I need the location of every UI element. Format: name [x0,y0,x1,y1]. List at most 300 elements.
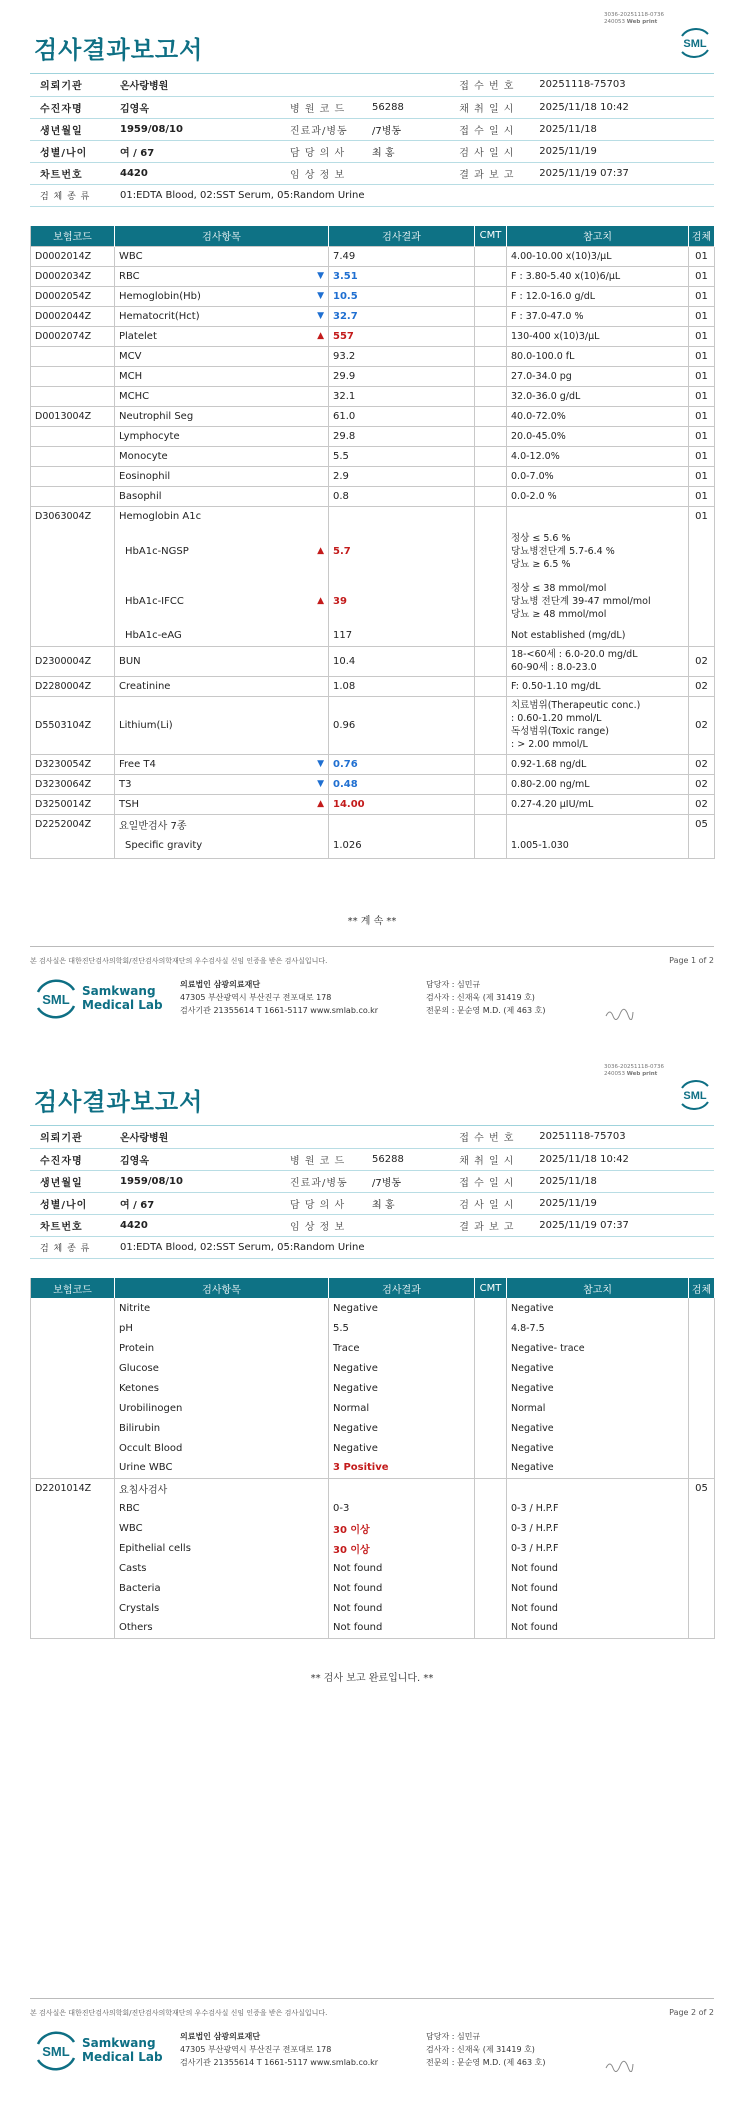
cell-ref [507,1618,689,1638]
cell-result-text: 10.5 [333,290,358,302]
name-label: 수진자명 [30,96,110,118]
specimen-label: 검 체 종 류 [30,1236,110,1258]
cell-ref [507,1538,689,1558]
cell-result-text: 5.5 [333,1322,349,1334]
cell-item [115,1498,329,1518]
dept-value: /7병동 [362,1170,449,1192]
table-row [31,1578,715,1598]
cell-item [115,346,329,366]
col-ref: 참고치 [507,226,689,246]
cell-result-text: 30 이상 [333,1544,370,1556]
cell-item-text: pH [119,1322,133,1334]
cell-item [115,1398,329,1418]
cell-code [31,834,115,858]
cell-item-text: Ketones [119,1382,159,1394]
cell-cmt [475,1578,507,1598]
cell-item-text: HbA1c-IFCC [125,595,184,607]
recv-value: 2025/11/18 [529,118,714,140]
cell-result-text: Negative [333,1422,378,1434]
cell-ref [507,406,689,426]
table-row [31,834,715,858]
cell-item [115,1598,329,1618]
cell-spec [689,1378,715,1398]
cell-cmt [475,506,507,526]
cell-result [329,676,475,696]
cell-code [31,406,115,426]
cell-spec-text: 01 [695,250,708,262]
cell-cmt [475,1598,507,1618]
cell-item [115,754,329,774]
cell-item-text: Nitrite [119,1302,151,1314]
cell-ref [507,576,689,626]
cell-result [329,1358,475,1378]
signature-icon [604,1006,634,1020]
cell-code [31,1538,115,1558]
cell-cmt [475,626,507,646]
name-value: 김영옥 [110,96,280,118]
brand-line-1: Samkwang [82,984,156,998]
cell-item-text: WBC [119,250,143,262]
cell-code [31,1318,115,1338]
cell-cmt [475,774,507,794]
cell-item-text: RBC [119,1502,140,1514]
cell-item-text: Lithium(Li) [119,719,173,731]
cell-item [115,676,329,696]
cell-ref-text: 4.8-7.5 [511,1322,545,1334]
chart-label: 차트번호 [30,162,110,184]
cell-result [329,576,475,626]
cell-item [115,1578,329,1598]
cell-spec [689,576,715,626]
doctor-label: 담 당 의 사 [280,1192,362,1214]
col-code: 보험코드 [31,226,115,246]
report-value: 2025/11/19 07:37 [529,162,714,184]
cell-spec [689,1438,715,1458]
hospcode-value: 56288 [362,1148,449,1170]
cell-result [329,446,475,466]
cell-ref [507,486,689,506]
cell-ref-text: 0.0-2.0 % [511,490,557,502]
cell-ref [507,696,689,754]
cell-spec [689,1618,715,1638]
cell-result-text: Negative [333,1382,378,1394]
table-row [31,266,715,286]
name-value: 김영옥 [110,1148,280,1170]
dept-value: /7병동 [362,118,449,140]
col-item: 검사항목 [115,226,329,246]
sexage-value: 여 / 67 [110,140,280,162]
high-flag-icon: ▲ [317,545,324,556]
cell-result [329,646,475,676]
table-row [31,676,715,696]
cell-code-text: D0002044Z [35,310,92,322]
cell-cmt [475,1498,507,1518]
cell-code [31,794,115,814]
cell-ref-text: Negative [511,1422,554,1434]
cell-code [31,326,115,346]
cell-spec-text: 01 [695,470,708,482]
cell-spec-text: 01 [695,510,708,522]
col-cmt: CMT [475,1278,507,1298]
cell-ref [507,426,689,446]
cell-result-text: Negative [333,1442,378,1454]
print-code-line: 240053 [604,19,625,25]
cell-code-text: D2201014Z [35,1482,92,1494]
cell-result [329,526,475,576]
test-value: 2025/11/19 [529,1192,714,1214]
receipt-label: 접 수 번 호 [449,74,529,96]
cell-result-text: 0.76 [333,758,358,770]
cell-code [31,1338,115,1358]
cell-spec-text: 01 [695,270,708,282]
cell-result-text: 61.0 [333,410,356,422]
sexage-value: 여 / 67 [110,1192,280,1214]
cell-result [329,1398,475,1418]
cell-item [115,626,329,646]
cell-ref [507,346,689,366]
cell-cmt [475,1298,507,1318]
cell-ref-text: Not found [511,1622,558,1634]
low-flag-icon: ▼ [317,758,324,769]
cell-cmt [475,386,507,406]
cell-item [115,794,329,814]
cell-item [115,1358,329,1378]
cell-code [31,266,115,286]
cell-cmt [475,646,507,676]
cell-code [31,246,115,266]
cell-ref-text: Negative [511,1462,554,1474]
cell-cmt [475,576,507,626]
cell-code [31,466,115,486]
cell-ref-text: 18-<60세 : 6.0-20.0 mg/dL 60-90세 : 8.0-23.0 [511,649,638,673]
table-row [31,626,715,646]
cell-code-text: D0002054Z [35,290,92,302]
cell-cmt [475,286,507,306]
print-code [604,12,684,26]
cell-ref [507,326,689,346]
cell-item [115,306,329,326]
cell-item-text: Monocyte [119,450,168,462]
dept-label: 진료과/병동 [280,118,362,140]
cell-result [329,1298,475,1318]
sml-footer-logo-icon [34,2030,78,2072]
page-number: Page 2 of 2 [669,2008,714,2017]
footer-address [180,2030,378,2069]
recv-value: 2025/11/18 [529,1170,714,1192]
cell-spec [689,626,715,646]
cell-cmt [475,406,507,426]
cell-spec [689,696,715,754]
cell-cmt [475,366,507,386]
collect-label: 채 취 일 시 [449,1148,529,1170]
cell-code [31,774,115,794]
cell-spec [689,1478,715,1498]
cell-ref [507,1378,689,1398]
cell-result-text: 0-3 [333,1502,350,1514]
report-value: 2025/11/19 07:37 [529,1214,714,1236]
cell-result-text: 30 이상 [333,1524,370,1536]
cell-item [115,646,329,676]
staff-2: 검사자 : 신재욱 (제 31419 호) [426,2045,535,2054]
cell-item-text: RBC [119,270,140,282]
cell-result [329,626,475,646]
table-row [31,1478,715,1498]
page-title: 검사결과보고서 [34,1088,204,1116]
cell-code-text: D3063004Z [35,510,92,522]
cell-item-text: 요일반검사 7종 [119,820,187,832]
cell-code [31,286,115,306]
low-flag-icon: ▼ [317,290,324,301]
cell-ref-text: 0-3 / H.P.F [511,1522,559,1534]
table-row [31,1378,715,1398]
table-row [31,1318,715,1338]
cell-cmt [475,1318,507,1338]
cell-item-text: T3 [119,778,132,790]
cell-cmt [475,306,507,326]
cell-item [115,386,329,406]
cell-result [329,1478,475,1498]
cell-result-text: 557 [333,330,354,342]
table-row [31,814,715,834]
cell-code [31,1618,115,1638]
org-name: 의료법인 삼광의료재단 [180,980,261,989]
cell-result [329,834,475,858]
cell-ref-text: Negative- trace [511,1342,585,1354]
low-flag-icon: ▼ [317,270,324,281]
cell-ref-text: F : 3.80-5.40 x(10)6/μL [511,270,621,282]
cell-ref-text: 40.0-72.0% [511,410,566,422]
cell-ref-text: F: 0.50-1.10 mg/dL [511,680,601,692]
cell-spec [689,1518,715,1538]
cell-ref-text: Negative [511,1362,554,1374]
cell-code [31,1478,115,1498]
footer-staff [426,2030,545,2069]
cell-ref [507,1558,689,1578]
cell-item [115,1438,329,1458]
cell-item [115,486,329,506]
cell-ref [507,754,689,774]
cell-item-text: Hemoglobin(Hb) [119,290,201,302]
cell-cmt [475,426,507,446]
cell-code-text: D0002074Z [35,330,92,342]
cell-spec [689,446,715,466]
cell-item [115,466,329,486]
table-row [31,246,715,266]
print-code-line: 240053 [604,1071,625,1077]
cell-spec [689,406,715,426]
table-row [31,794,715,814]
table-row [31,1518,715,1538]
cell-code-text: D3230064Z [35,778,92,790]
cell-result [329,774,475,794]
cell-result-text: 3.51 [333,270,358,282]
cell-spec [689,486,715,506]
cell-ref [507,466,689,486]
cell-ref-text: 0.92-1.68 ng/dL [511,758,587,770]
table-row [31,1398,715,1418]
cell-spec [689,1458,715,1478]
cell-result-text: Trace [333,1342,360,1354]
samkwang-logo [34,978,184,1028]
cell-item-text: Eosinophil [119,470,171,482]
cell-item [115,526,329,576]
cell-result-text: Not found [333,1562,383,1574]
cell-ref-text: 0.80-2.00 ng/mL [511,778,590,790]
cell-ref [507,246,689,266]
logo-text: SML [683,1090,707,1102]
contact: 검사기관 21355614 T 1661-5117 www.smlab.co.kr [180,2058,379,2067]
cell-ref [507,794,689,814]
cell-ref [507,774,689,794]
table-row [31,1598,715,1618]
cell-ref-text: 0.27-4.20 μIU/mL [511,798,594,810]
table-row [31,754,715,774]
continue-note: ** 계 속 ** [347,916,397,927]
cell-ref [507,366,689,386]
cell-result-text: 32.7 [333,310,358,322]
divider [30,1998,714,1999]
cell-ref [507,266,689,286]
cell-spec [689,1578,715,1598]
cell-cmt [475,246,507,266]
cell-code [31,386,115,406]
table-row [31,326,715,346]
table-row [31,1358,715,1378]
recv-label: 접 수 일 시 [449,1170,529,1192]
high-flag-icon: ▲ [317,798,324,809]
cell-spec [689,1338,715,1358]
sexage-label: 성별/나이 [30,1192,110,1214]
cell-spec [689,834,715,858]
cell-result-text: 3 Positive [333,1462,389,1474]
cell-code [31,576,115,626]
cell-spec-text: 01 [695,450,708,462]
cell-result [329,486,475,506]
cell-spec-text: 01 [695,290,708,302]
cell-result [329,1438,475,1458]
cell-result [329,286,475,306]
cell-code [31,506,115,526]
cell-code [31,676,115,696]
dept-label: 진료과/병동 [280,1170,362,1192]
cell-cmt [475,466,507,486]
cell-spec [689,386,715,406]
cell-code-text: D2300004Z [35,655,92,667]
cell-ref [507,1398,689,1418]
cell-spec [689,246,715,266]
address: 47305 부산광역시 부산진구 전포대로 178 [180,2045,332,2054]
low-flag-icon: ▼ [317,778,324,789]
cell-spec-text: 02 [695,655,708,667]
cell-item [115,774,329,794]
cell-ref-text: Not found [511,1562,558,1574]
cell-item [115,426,329,446]
hospital-value: 온사랑병원 [110,1126,449,1148]
cell-result [329,306,475,326]
cell-ref [507,814,689,834]
cell-result [329,1518,475,1538]
org-name: 의료법인 삼광의료재단 [180,2032,261,2041]
cell-item-text: Glucose [119,1362,159,1374]
col-code: 보험코드 [31,1278,115,1298]
cell-ref-text: Not established (mg/dL) [511,630,626,642]
cell-spec [689,286,715,306]
patient-info-table [30,74,714,207]
staff-1: 담당자 : 심민규 [426,980,481,989]
cell-result-text: Not found [333,1582,383,1594]
cell-code-text: D3230054Z [35,758,92,770]
cell-spec [689,1538,715,1558]
cell-result [329,754,475,774]
cell-code [31,1398,115,1418]
staff-3: 전문의 : 문순영 M.D. (제 463 호) [426,2058,546,2067]
cell-result [329,466,475,486]
table-row [31,446,715,466]
cell-item-text: Bilirubin [119,1422,161,1434]
cell-result [329,246,475,266]
cell-ref-text: 20.0-45.0% [511,430,566,442]
cell-result [329,266,475,286]
recv-label: 접 수 일 시 [449,118,529,140]
cell-ref-text: Not found [511,1602,558,1614]
cell-item-text: MCH [119,370,143,382]
collect-value: 2025/11/18 10:42 [529,1148,714,1170]
cell-item-text: Basophil [119,490,162,502]
cell-cmt [475,326,507,346]
cell-spec-text: 02 [695,778,708,790]
cell-result-text: 2.9 [333,470,349,482]
cell-ref-text: Negative [511,1442,554,1454]
birth-label: 생년월일 [30,1170,110,1192]
cell-spec [689,1498,715,1518]
birth-value: 1959/08/10 [110,118,280,140]
report-label: 결 과 보 고 [449,162,529,184]
col-item: 검사항목 [115,1278,329,1298]
cell-result [329,426,475,446]
cell-cmt [475,1438,507,1458]
cell-cmt [475,1618,507,1638]
hospital-value: 온사랑병원 [110,74,449,96]
cell-ref-text: 4.00-10.00 x(10)3/μL [511,250,612,262]
table-row [31,1338,715,1358]
birth-value: 1959/08/10 [110,1170,280,1192]
high-flag-icon: ▲ [317,330,324,341]
col-spec: 검체 [689,226,715,246]
cell-cmt [475,1558,507,1578]
cell-ref-text: 0-3 / H.P.F [511,1502,559,1514]
cell-spec-text: 05 [695,1482,708,1494]
page-title: 검사결과보고서 [34,36,204,64]
cell-item-text: Free T4 [119,758,156,770]
cell-ref [507,526,689,576]
cell-item [115,1518,329,1538]
cell-cmt [475,266,507,286]
cell-item [115,326,329,346]
results-table [30,226,715,859]
cell-item-text: Hemoglobin A1c [119,510,202,522]
results-table [30,1278,715,1639]
patient-info-table [30,1126,714,1259]
footer-logo-text: SML [42,992,70,1007]
cell-ref-text: F : 12.0-16.0 g/dL [511,290,596,302]
receipt-value: 20251118-75703 [529,1126,714,1148]
cell-code [31,646,115,676]
chart-value: 4420 [110,162,280,184]
cell-ref [507,626,689,646]
cell-spec-text: 01 [695,310,708,322]
cell-spec [689,1318,715,1338]
cell-spec-text: 02 [695,798,708,810]
